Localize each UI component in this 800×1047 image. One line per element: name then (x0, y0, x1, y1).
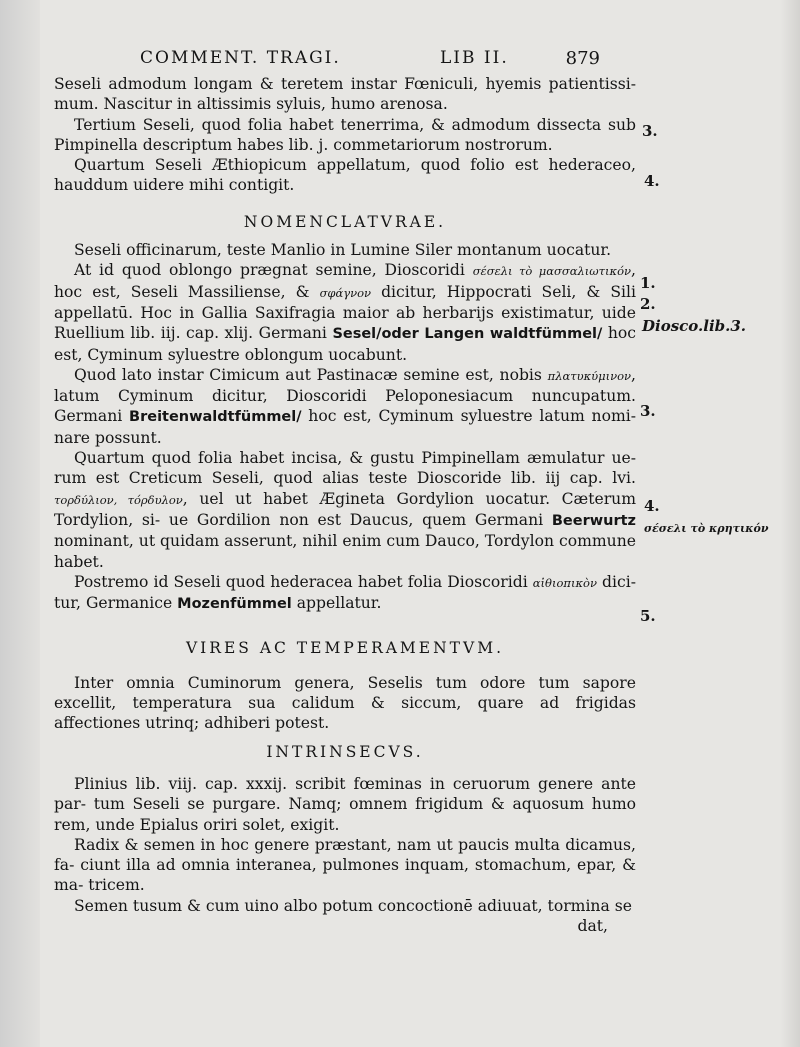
heading-vires: VIRES AC TEMPERAMENTVM. (185, 639, 505, 658)
paragraph-latum-cyminum (54, 365, 636, 448)
german-term: Breitenwaldtfümmel/ (129, 409, 302, 426)
text-run: , uel ut habet Ægineta Gordylion uocatur. Cæterum Tordylion, si- ue Gordilion non est Daucus, quem Germani (54, 489, 636, 529)
text-run: Postremo id Seseli quod hederacea habet folia Dioscoridi (74, 572, 533, 591)
text-run: Quartum quod folia habet incisa, & gustu Pimpinellam æmulatur ue- rum est Creticum Seseli, quod alias teste Dioscoride lib. iij cap. lvi. (54, 449, 636, 488)
scan-gutter-shadow (0, 0, 40, 1047)
scan-edge-shadow (780, 0, 800, 1047)
paragraph-creticum (54, 448, 636, 572)
paragraph-plinius: Plinius lib. viij. cap. xxxij. scribit fœminas in ceruorum genere ante par- tum Seseli se purgare. Namq; omnem frigidum & aquosum humo rem, unde Epialus oriri solet, exigit. (54, 774, 636, 834)
greek-term: πλατυκύμινον (547, 368, 632, 383)
margin-number: 4. (644, 172, 660, 190)
paragraph-temperamentum: Inter omnia Cuminorum genera, Seselis tum odore tum sapore excellit, temperatura sua calidum & siccum, quare ad frigidas affectiones utrinq; adhiberi potest. (54, 673, 636, 733)
running-title: COMMENT. TRAGI. (140, 48, 341, 68)
paragraph-massiliense (54, 260, 636, 364)
text-run: Quod lato instar Cimicum aut Pastinacæ semine est, nobis (74, 365, 548, 384)
german-term: Beerwurtz (551, 512, 636, 529)
greek-term: σφάγνον (319, 285, 372, 300)
german-term: Sesel/oder Langen waldtfümmel/ (332, 326, 603, 343)
book-number: LIB II. (440, 48, 509, 68)
heading-nomenclaturae: NOMENCLATVRAE. (243, 212, 447, 231)
margin-number: 3. (640, 402, 656, 420)
greek-term: τορδύλιον, τόρδυλον (54, 492, 183, 507)
page-header (140, 48, 600, 74)
text-run: hoc est, Cyminum syluestre latum nomi- nare possunt. (54, 407, 637, 447)
margin-number: 3. (642, 122, 658, 140)
text-run: At id quod oblongo prægnat semine, Dioscoridi (74, 261, 473, 280)
margin-reference: Diosco.lib.3. (642, 317, 747, 335)
margin-number: 2. (640, 295, 656, 313)
text-run: dicitur, Hippocrati Seli, & Sili appellatū. Hoc in Gallia Saxifragia maior ab herbarijs existimatur, uide Ruellium lib. iij. cap. xlij. Germani (54, 282, 637, 343)
paragraph-aethiopicum (54, 572, 636, 615)
text-run: , latum Cyminum dicitur, Dioscoridi Peloponesiacum nuncupatum. Germani (54, 365, 636, 426)
paragraph-officinarum: Seseli officinarum, teste Manlio in Lumine Siler montanum uocatur. (74, 241, 612, 260)
paragraph-quartum: Quartum Seseli Æthiopicum appellatum, quod folio est hederaceo, hauddum uidere mihi contigit. (54, 156, 636, 195)
margin-greek-note: σέσελι τὸ κρητικόν (644, 522, 769, 535)
paragraph-tertium: Tertium Seseli, quod folia habet tenerrima, & admodum dissecta sub Pimpinella descriptum habes lib. j. commetariorum nostrorum. (54, 115, 636, 154)
body-text (54, 74, 636, 936)
text-run: appellatur. (291, 594, 382, 613)
german-term: Mozenfümmel (177, 596, 292, 613)
paragraph-radix: Radix & semen in hoc genere præstant, nam ut paucis multa dicamus, fa- ciunt illa ad omnia interanea, pulmones inquam, stomachum, epar, & ma- tricem. (54, 835, 636, 895)
heading-intrinsecus: INTRINSECVS. (266, 742, 424, 761)
text-run: , hoc est, Seseli Massiliense, & (54, 261, 636, 301)
text-run: nominant, ut quidam asserunt, nihil enim cum Dauco, Tordylon commune habet. (54, 532, 636, 571)
text-run: dici- tur, Germanice (54, 572, 636, 613)
margin-number: 5. (640, 607, 656, 625)
greek-term: σέσελι τὸ μασσαλιωτικόν (472, 264, 632, 279)
margin-number: 4. (644, 497, 660, 515)
margin-number: 1. (640, 274, 656, 292)
paragraph-seseli-longum: Seseli admodum longam & teretem instar Fœniculi, hyemis patientissi- mum. Nascitur in altissimis syluis, humo arenosa. (54, 75, 636, 114)
page-number: 879 (565, 48, 600, 69)
paragraph-semen: Semen tusum & cum uino albo potum concoctionē adiuuat, tormina se (74, 896, 632, 915)
text-run: hoc est, Cyminum syluestre oblongum uocabunt. (54, 324, 637, 364)
catchword: dat, (577, 916, 608, 935)
greek-term: αἰθιοπικὸν (532, 575, 597, 590)
